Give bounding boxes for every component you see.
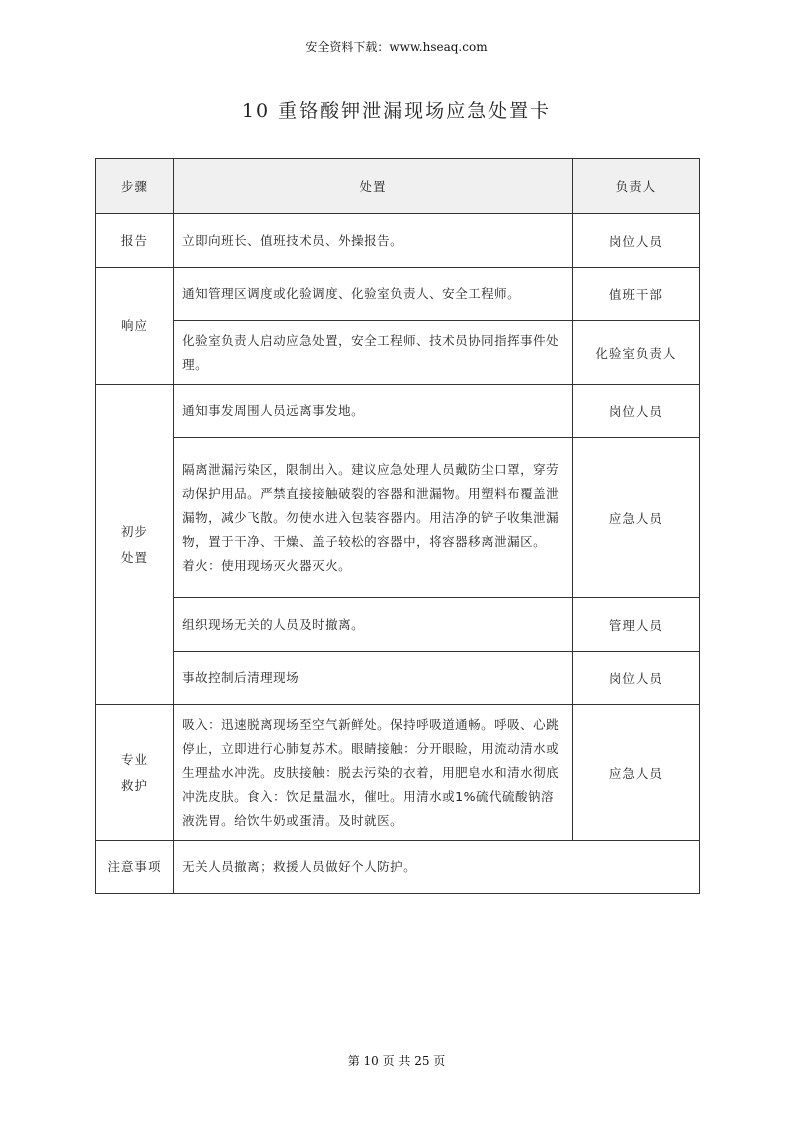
table-row [96, 438, 700, 598]
header-action: 处置 [174, 159, 573, 214]
responsible-cell: 岗位人员 [572, 214, 699, 268]
action-cell: 化验室负责人启动应急处置，安全工程师、技术员协同指挥事件处理。 [174, 321, 573, 385]
emergency-card-table [95, 158, 700, 894]
table-row [96, 841, 700, 894]
table-row [96, 598, 700, 652]
action-cell: 通知事发周围人员远离事发地。 [174, 385, 573, 438]
header-responsible: 负责人 [572, 159, 699, 214]
action-cell: 立即向班长、值班技术员、外操报告。 [174, 214, 573, 268]
notes-cell: 无关人员撤离；救援人员做好个人防护。 [174, 841, 700, 894]
responsible-cell: 岗位人员 [572, 652, 699, 705]
action-cell [174, 438, 573, 598]
responsible-cell: 应急人员 [572, 705, 699, 841]
action-cell: 通知管理区调度或化验调度、化验室负责人、安全工程师。 [174, 268, 573, 321]
table-row [96, 268, 700, 321]
page-header: 安全资料下载：www.hseaq.com [305, 40, 488, 54]
responsible-cell: 化验室负责人 [572, 321, 699, 385]
table-row [96, 321, 700, 385]
action-cell: 组织现场无关的人员及时撤离。 [174, 598, 573, 652]
action-cell: 事故控制后清理现场 [174, 652, 573, 705]
responsible-cell: 值班干部 [572, 268, 699, 321]
step-professional-line2: 救护 [121, 777, 149, 793]
step-notes: 注意事项 [96, 841, 174, 894]
action-text-fire: 着火：使用现场灭火器灭火。 [182, 557, 352, 573]
table-row [96, 385, 700, 438]
table-row [96, 214, 700, 268]
table-row [96, 652, 700, 705]
table-header-row [96, 159, 700, 214]
header-step: 步骤 [96, 159, 174, 214]
step-initial [96, 385, 174, 705]
step-response: 响应 [96, 268, 174, 385]
step-initial-line1: 初步 [121, 523, 149, 539]
responsible-cell: 管理人员 [572, 598, 699, 652]
step-report: 报告 [96, 214, 174, 268]
table-row [96, 705, 700, 841]
responsible-cell: 应急人员 [572, 438, 699, 598]
responsible-cell: 岗位人员 [572, 385, 699, 438]
step-initial-line2: 处置 [121, 549, 149, 565]
page-footer: 第 10 页 共 25 页 [347, 1054, 446, 1068]
page-title: 10 重铬酸钾泄漏现场应急处置卡 [241, 100, 552, 122]
action-cell: 吸入：迅速脱离现场至空气新鲜处。保持呼吸道通畅。呼吸、心跳停止，立即进行心肺复苏术。眼睛接触：分开眼睑，用流动清水或生理盐水冲洗。皮肤接触：脱去污染的衣着，用肥皂水和清水彻底冲洗皮肤。食入：饮足量温水，催吐。用清水或1%硫代硫酸钠溶液洗胃。给饮牛奶或蛋清。及时就医。 [174, 705, 573, 841]
step-professional-line1: 专业 [121, 751, 149, 767]
action-text: 隔离泄漏污染区，限制出入。建议应急处理人员戴防尘口罩，穿劳动保护用品。严禁直接接触破裂的容器和泄漏物。用塑料布覆盖泄漏物，减少飞散。勿使水进入包装容器内。用洁净的铲子收集泄漏物，置于干净、干燥、盖子较松的容器中，将容器移离泄漏区。 [182, 461, 560, 549]
step-professional [96, 705, 174, 841]
